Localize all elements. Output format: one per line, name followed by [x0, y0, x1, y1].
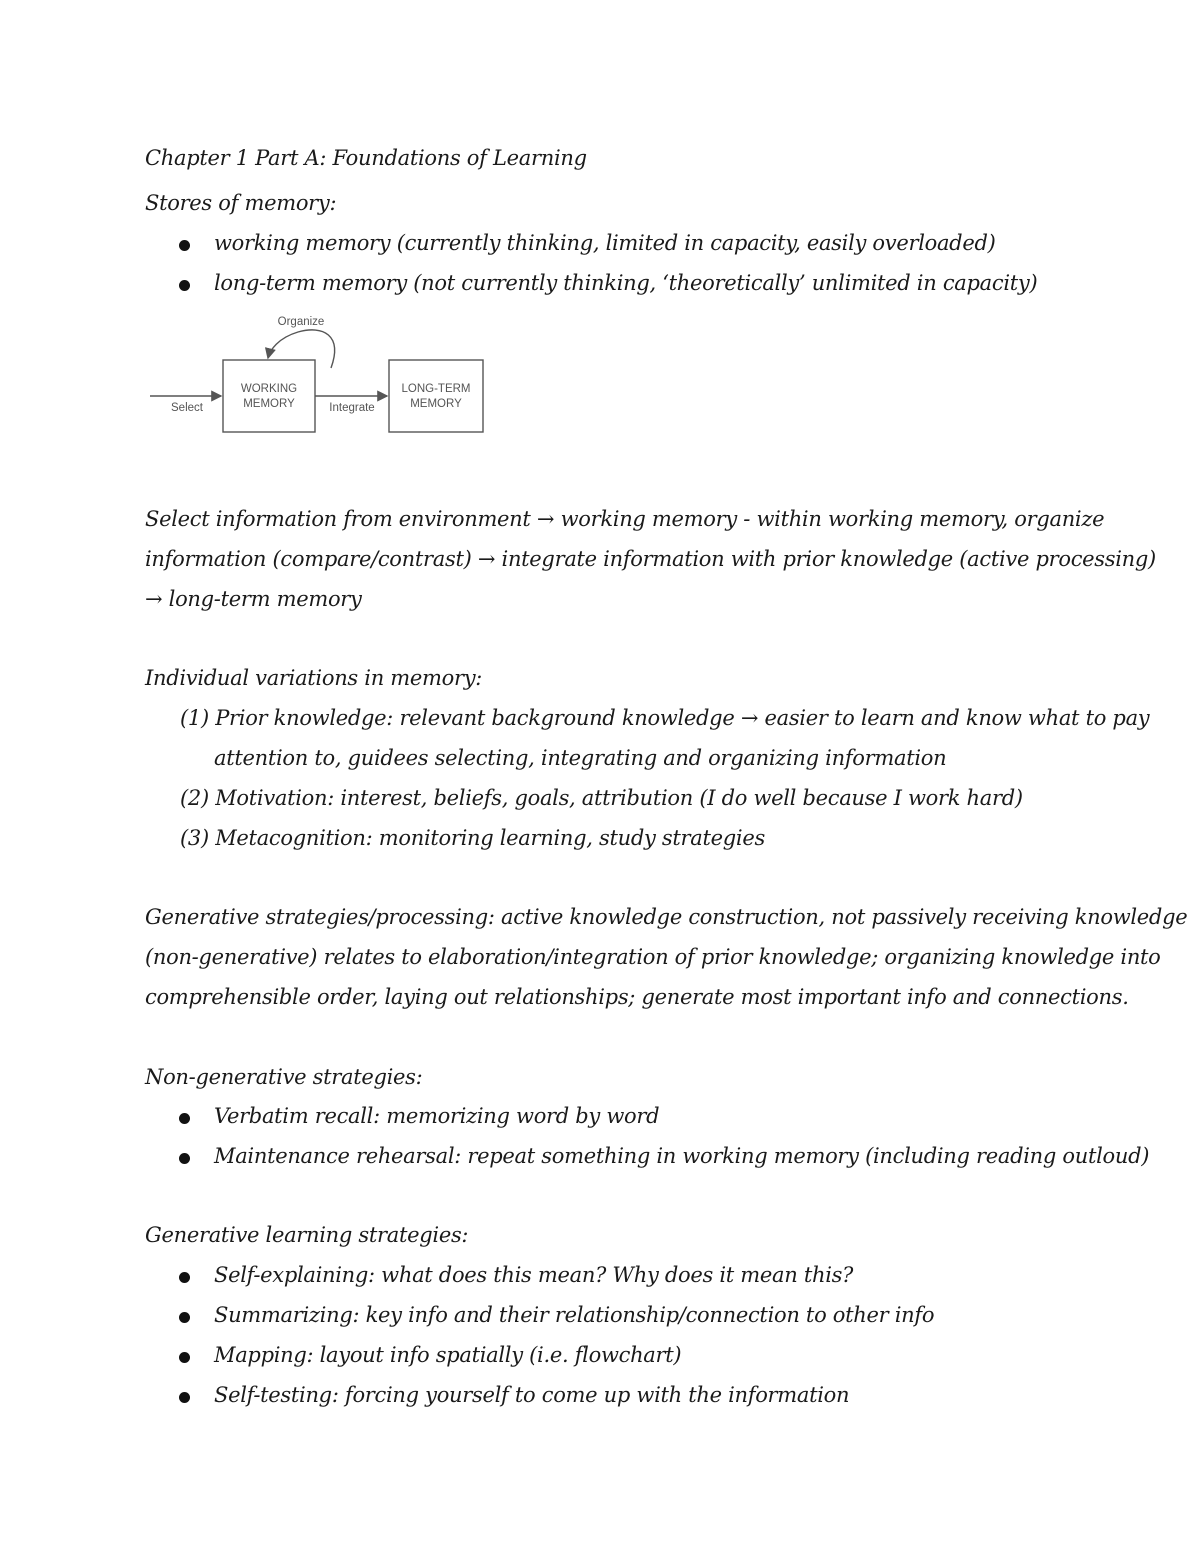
list-item-text: Verbatim recall: memorizing word by word: [214, 1104, 660, 1128]
list-item-text: Self-testing: forcing yourself to come up with the information: [214, 1383, 850, 1407]
list-item-text: Self-explaining: what does this mean? Why does it mean this?: [214, 1263, 854, 1287]
working-memory-box: [223, 360, 315, 432]
long-term-memory-label-line2: MEMORY: [410, 398, 462, 410]
list-item-text: long-term memory (not currently thinking, ‘theoretically’ unlimited in capacity): [214, 271, 1038, 295]
bullet-icon: [179, 240, 190, 251]
list-item-text: Mapping: layout info spatially (i.e. flowchart): [214, 1343, 682, 1367]
bullet-icon: [179, 1113, 190, 1124]
paragraph-line: → long-term memory: [145, 587, 362, 611]
integrate-label: Integrate: [329, 402, 375, 414]
bullet-icon: [179, 1272, 190, 1283]
paragraph-line: (non-generative) relates to elaboration/integration of prior knowledge; organizing knowledge into: [145, 945, 1161, 969]
bullet-icon: [179, 1392, 190, 1403]
paragraph-line: comprehensible order, laying out relationships; generate most important info and connections.: [145, 985, 1129, 1009]
numbered-item-continuation: attention to, guidees selecting, integrating and organizing information: [214, 746, 947, 770]
generative-learning-heading: Generative learning strategies:: [145, 1223, 469, 1247]
paragraph-line: Generative strategies/processing: active knowledge construction, not passively receiving knowledge: [145, 905, 1188, 929]
long-term-memory-label-line1: LONG-TERM: [401, 383, 471, 395]
numbered-item: (2) Motivation: interest, beliefs, goals, attribution (I do well because I work hard): [180, 786, 1023, 810]
list-item-text: Summarizing: key info and their relationship/connection to other info: [214, 1303, 935, 1327]
variations-heading: Individual variations in memory:: [145, 666, 483, 690]
organize-label: Organize: [277, 316, 325, 328]
bullet-icon: [179, 1312, 190, 1323]
nongenerative-heading: Non-generative strategies:: [145, 1065, 423, 1089]
select-label: Select: [171, 402, 203, 414]
long-term-memory-box: [389, 360, 483, 432]
working-memory-label-line1: WORKING: [240, 383, 298, 395]
list-item-text: working memory (currently thinking, limited in capacity, easily overloaded): [214, 231, 996, 255]
working-memory-label-line2: MEMORY: [243, 398, 295, 410]
numbered-item: (1) Prior knowledge: relevant background knowledge → easier to learn and know what to pay: [180, 706, 1150, 730]
memory-model-diagram: [148, 310, 493, 440]
bullet-icon: [179, 1352, 190, 1363]
bullet-icon: [179, 1153, 190, 1164]
paragraph-line: information (compare/contrast) → integrate information with prior knowledge (active processing): [145, 547, 1156, 571]
page-title: Chapter 1 Part A: Foundations of Learning: [145, 146, 587, 170]
paragraph-line: Select information from environment → working memory - within working memory, organize: [145, 507, 1105, 531]
list-item-text: Maintenance rehearsal: repeat something in working memory (including reading outloud): [214, 1144, 1150, 1168]
stores-heading: Stores of memory:: [145, 191, 337, 215]
bullet-icon: [179, 280, 190, 291]
numbered-item: (3) Metacognition: monitoring learning, study strategies: [180, 826, 765, 850]
